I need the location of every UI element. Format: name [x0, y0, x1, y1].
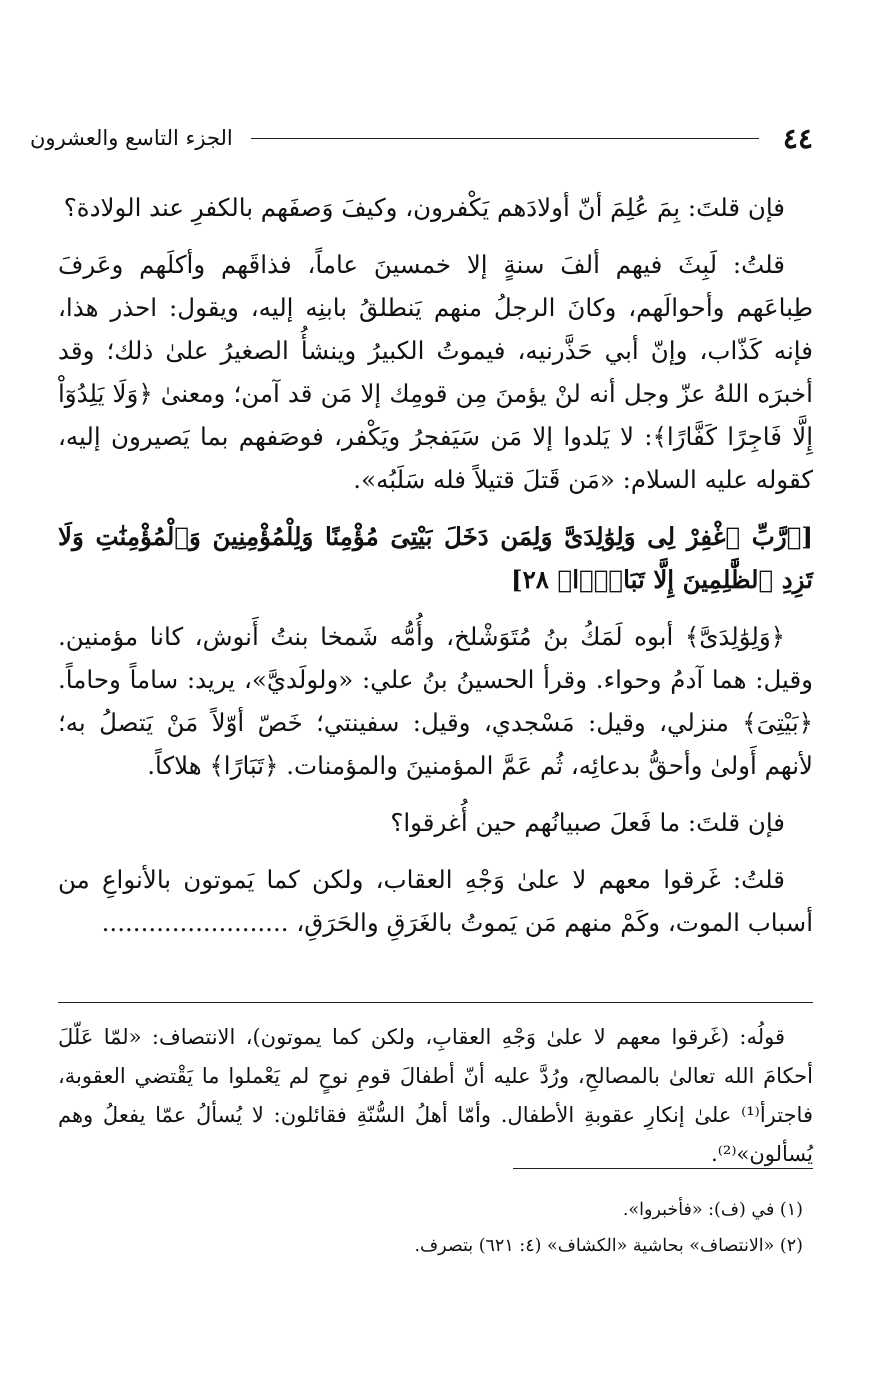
- paragraph-question-1: فإن قلتَ: بِمَ عُلِمَ أنّ أولادَهم يَكْفرون، وكيفَ وَصفَهم بالكفرِ عند الولادة؟: [63, 193, 785, 222]
- commentary-text: قولُه: (غَرقوا معهم لا علىٰ وَجْهِ العقابِ، ولكن كما يموتون)، الانتصاف: «لمّا عَلّلَ أحكامَ الله تعالىٰ بالمصالحِ، ورُدَّ عليه أنّ أطفالَ قومِ نوحٍ لم يَعْملوا ما يَقْتضي العقوبة، فاجترأ⁽¹⁾ علىٰ إنكارِ عقوبةِ الأطفال. وأمّا أهلُ السُّنّةِ فقائلون: لا يُسألُ عمّا يفعلُ وهم يُسألون»⁽²⁾.: [58, 1025, 813, 1166]
- footnote-rule: [513, 1168, 813, 1169]
- footnote-1: (١) في (ف): «فأخبروا».: [622, 1200, 803, 1220]
- running-title: الجزء التاسع والعشرون: [30, 126, 233, 150]
- footnote-2: (٢) «الانتصاف» بحاشية «الكشاف» (٤: ٦٢١) بتصرف.: [414, 1236, 803, 1256]
- footnotes: [58, 1192, 803, 1264]
- paragraph-answer-2: قلتُ: غَرقوا معهم لا علىٰ وَجْهِ العقاب، ولكن كما يَموتون بالأنواعِ من أسباب الموت، وكَمْ منهم مَن يَموتُ بالغَرَقِ والحَرَقِ، ........................: [58, 865, 813, 937]
- paragraph-explanation: ﴿وَلِوَٰلِدَىَّ﴾ أبوه لَمَكُ بنُ مُتَوَشْلخ، وأُمُّه شَمخا بنتُ أَنوش، كانا مؤمنين. وقيل: هما آدمُ وحواء. وقرأ الحسينُ بنُ علي: «ولولَديَّ»، يريد: ساماً وحاماً. ﴿بَيْتِىَ﴾ منزلي، وقيل: مَسْجدي، وقيل: سفينتي؛ خَصّ أوّلاً مَنْ يَتصلُ به؛ لأنهم أَولىٰ وأحقُّ بدعائِه، ثُم عَمَّ المؤمنينَ والمؤمنات. ﴿تَبَارًا﴾ هلاكاً.: [58, 622, 813, 780]
- paragraph-question-2: فإن قلتَ: ما فَعلَ صبيانُهم حين أُغرقوا؟: [390, 808, 785, 837]
- commentary-divider: [58, 1002, 813, 1003]
- page-header: [30, 118, 813, 158]
- paragraph-answer-1: قلتُ: لَبِثَ فيهم ألفَ سنةٍ إلا خمسينَ عاماً، فذاقَهم وأكلَهم وعَرفَ طِباعَهم وأحوالَهم، وكانَ الرجلُ منهم يَنطلقُ بابنِه إليه، ويقول: احذر هذا، فإنه كَذّاب، وإنّ أبي حَذَّرنيه، فيموتُ الكبيرُ وينشأُ الصغيرُ علىٰ ذلك؛ وقد أخبرَه اللهُ عزّ وجل أنه لنْ يؤمنَ مِن قومِك إلا مَن قد آمن؛ ومعنىٰ ﴿وَلَا يَلِدُوٓاْ إِلَّا فَاجِرًا كَفَّارًا﴾: لا يَلدوا إلا مَن سَيَفجرُ ويَكْفر، فوصَفهم بما يَصيرون إليه، كقوله عليه السلام: «مَن قَتلَ قتيلاً فله سَلَبُه».: [58, 250, 813, 494]
- main-text: [58, 186, 813, 958]
- commentary-section: [58, 1018, 813, 1174]
- page-number: ٤٤: [782, 121, 813, 155]
- quran-verse: [﴿رَّبِّ ٱغْفِرْ لِى وَلِوَٰلِدَىَّ وَلِمَن دَخَلَ بَيْتِىَ مُؤْمِنًا وَلِلْمُؤْمِنِينَ وَٱلْمُؤْمِنَٰتِ وَلَا تَزِدِ ٱلظَّٰلِمِينَ إِلَّا تَبَارًۢا﴾ ٢٨]: [58, 522, 813, 594]
- header-rule: [251, 138, 759, 139]
